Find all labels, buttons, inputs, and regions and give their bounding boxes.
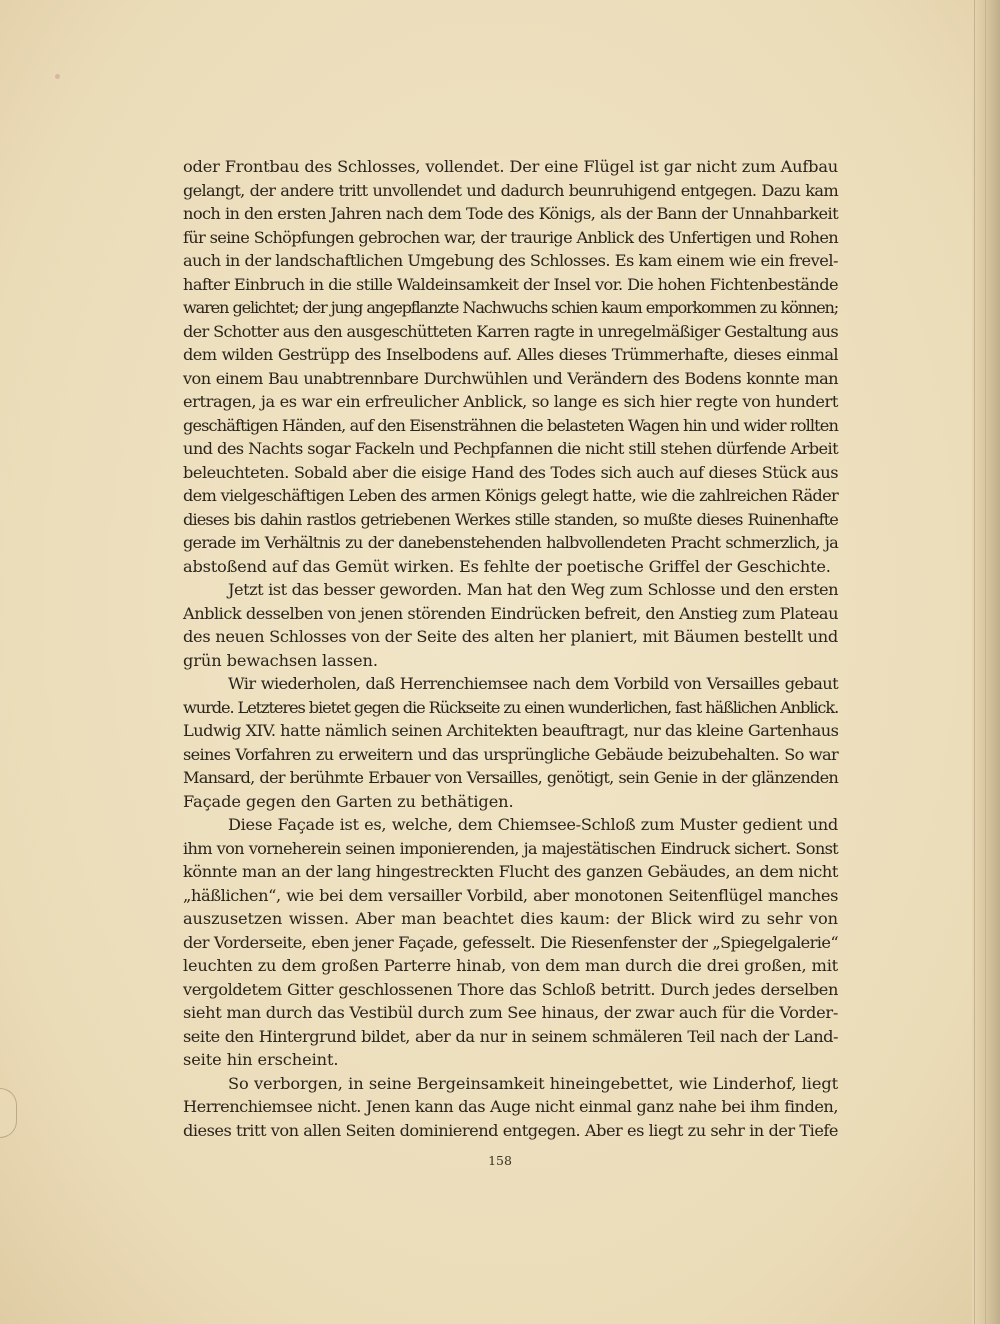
text-line: vergoldetem Gitter geschlossenen Thore das Schloß betritt. Durch jedes derselben [183, 979, 838, 999]
text-line: auszusetzen wissen. Aber man beachtet dies kaum: der Blick wird zu sehr von [183, 909, 838, 928]
text-line: Wir wiederholen, daß Herrenchiemsee nach dem Vorbild von Versailles gebaut [228, 674, 838, 693]
text-line: sieht man durch das Vestibül durch zum See hinaus, der zwar auch für die Vorder- [183, 1003, 838, 1022]
paragraph [183, 672, 838, 813]
text-line: grün bewachsen lassen. [183, 650, 378, 670]
text-line: „häßlichen“, wie bei dem versailler Vorbild, aber monotonen Seitenflügel manches [183, 885, 838, 905]
page-right-edge [972, 0, 1000, 1324]
text-line: gelangt, der andere tritt unvollendet und dadurch beunruhigend entgegen. Dazu kam [183, 180, 838, 200]
paragraph [183, 155, 838, 578]
text-line: Diese Façade ist es, welche, dem Chiemsee-Schloß zum Muster gedient und [228, 815, 838, 834]
text-line: gerade im Verhältnis zu der danebenstehenden halbvollendeten Pracht schmerzlich, ja [183, 533, 838, 552]
text-line: noch in den ersten Jahren nach dem Tode des Königs, als der Bann der Unnahbarkeit [183, 204, 838, 223]
paragraph [183, 1072, 838, 1143]
text-line: Jetzt ist das besser geworden. Man hat den Weg zum Schlosse und den ersten [228, 580, 838, 599]
text-line: wurde. Letzteres bietet gegen die Rückseite zu einen wunderlichen, fast häßlichen Anblick. [183, 697, 839, 717]
text-line: hafter Einbruch in die stille Waldeinsamkeit der Insel vor. Die hohen Fichtenbestände [183, 274, 838, 294]
paragraph [183, 578, 838, 672]
text-line: von einem Bau unabtrennbare Durchwühlen und Verändern des Bodens konnte man [183, 368, 838, 388]
text-line: könnte man an der lang hingestreckten Flucht des ganzen Gebäudes, an dem nicht [183, 862, 838, 881]
text-line: der Vorderseite, eben jener Façade, gefesselt. Die Riesenfenster der „Spiegelgalerie“ [183, 932, 838, 952]
text-line: Mansard, der berühmte Erbauer von Versailles, genötigt, sein Genie in der glänzenden [183, 768, 838, 787]
text-line: ihm von vorneherein seinen imponierenden, ja majestätischen Eindruck sichert. Sonst [183, 838, 838, 858]
text-line: beleuchteten. Sobald aber die eisige Hand des Todes sich auch auf dieses Stück aus [183, 462, 838, 482]
text-line: waren gelichtet; der jung angepflanzte Nachwuchs schien kaum emporkommen zu können; [183, 298, 838, 317]
text-line: abstoßend auf das Gemüt wirken. Es fehlte der poetische Griffel der Geschichte. [183, 556, 831, 576]
text-line: leuchten zu dem großen Parterre hinab, von dem man durch die drei großen, mit [183, 956, 838, 975]
text-line: Façade gegen den Garten zu bethätigen. [183, 791, 514, 811]
text-line: ertragen, ja es war ein erfreulicher Anblick, so lange es sich hier regte von hundert [183, 392, 838, 411]
paragraph [183, 813, 838, 1072]
text-line: oder Frontbau des Schlosses, vollendet. Der eine Flügel ist gar nicht zum Aufbau [183, 157, 838, 176]
text-line: und des Nachts sogar Fackeln und Pechpfannen die nicht still stehen dürfende Arbeit [183, 439, 838, 458]
page-edge-tab [0, 1088, 17, 1138]
text-line: dem vielgeschäftigen Leben des armen Königs gelegt hatte, wie die zahlreichen Räder [183, 486, 838, 505]
text-line: auch in der landschaftlichen Umgebung des Schlosses. Es kam einem wie ein frevel- [183, 251, 838, 270]
text-line: So verborgen, in seine Bergeinsamkeit hineingebettet, wie Linderhof, liegt [228, 1073, 838, 1093]
text-line: des neuen Schlosses von der Seite des alten her planiert, mit Bäumen bestellt und [183, 627, 838, 646]
text-line: Ludwig XIV. hatte nämlich seinen Architekten beauftragt, nur das kleine Gartenhaus [183, 721, 839, 740]
text-line: für seine Schöpfungen gebrochen war, der traurige Anblick des Unfertigen und Rohen [183, 227, 838, 247]
text-line: der Schotter aus den ausgeschütteten Karren ragte in unregelmäßiger Gestaltung aus [183, 321, 838, 341]
text-line: Herrenchiemsee nicht. Jenen kann das Auge nicht einmal ganz nahe bei ihm finden, [183, 1097, 838, 1116]
text-line: dieses tritt von allen Seiten dominierend entgegen. Aber es liegt zu sehr in der Tiefe [183, 1120, 838, 1140]
text-line: seite hin erscheint. [183, 1050, 339, 1069]
text-line: dem wilden Gestrüpp des Inselbodens auf. Alles dieses Trümmerhafte, dieses einmal [183, 345, 838, 364]
paper-speck [55, 74, 60, 79]
text-line: seines Vorfahren zu erweitern und das ursprüngliche Gebäude beizubehalten. So war [183, 744, 838, 764]
text-line: dieses bis dahin rastlos getriebenen Werkes stille standen, so mußte dieses Ruinenhafte [183, 509, 838, 529]
text-line: seite den Hintergrund bildet, aber da nur in seinem schmäleren Teil nach der Land- [183, 1026, 838, 1046]
body-text [183, 155, 838, 1142]
text-line: geschäftigen Händen, auf den Eisensträhnen die belasteten Wagen hin und wider rollten [183, 415, 838, 435]
page-edge-line [985, 0, 986, 1324]
page-number: 158 [488, 1153, 512, 1168]
page-edge-line [974, 0, 975, 1324]
text-line: Anblick desselben von jenen störenden Eindrücken befreit, den Anstieg zum Plateau [183, 603, 838, 623]
